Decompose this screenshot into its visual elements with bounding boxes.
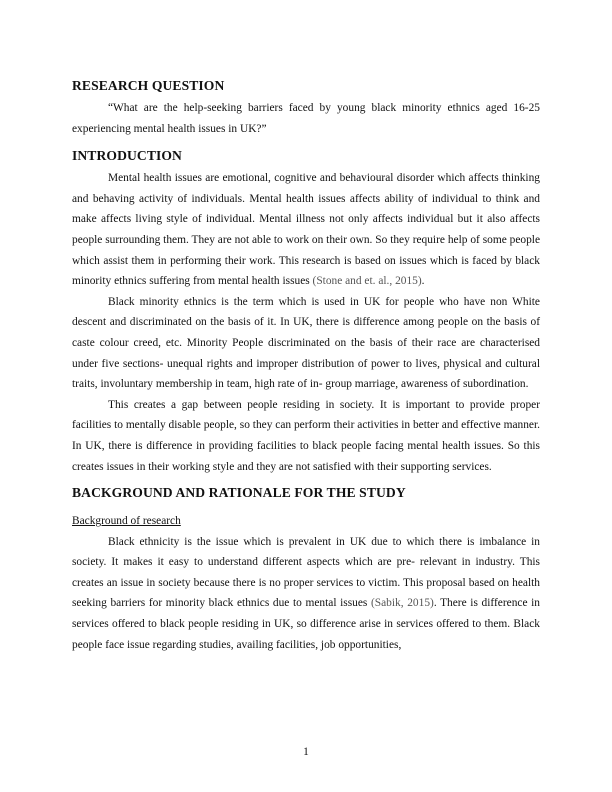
research-question-heading: RESEARCH QUESTION (72, 78, 225, 93)
introduction-paragraph-2: Black minority ethnics is the term which is used in UK for people who have non White descent and discriminated on the basis of it. In UK, there is difference among people on the basis of caste colour creed, etc. Minority People discriminated on the basis of their race are characterised under five sections- unequal rights and improper distribution of power to lives, physical and cultural traits, involuntary membership in team, high rate of in- group marriage, awareness of subordination. (72, 295, 540, 391)
introduction-heading: INTRODUCTION (72, 148, 182, 164)
citation: (Stone and et. al., 2015) (312, 275, 422, 288)
introduction-paragraph-3: This creates a gap between people residing in society. It is important to provide proper facilities to mentally disable people, so they can perform their activities in better and effective manner. In UK, there is difference in providing facilities to black people facing mental health issues. So this creates issues in their working style and they are not satisfied with their supporting services. (72, 398, 540, 473)
citation: (Sabik, 2015) (371, 597, 434, 610)
research-question-text: “What are the help-seeking barriers faced by young black minority ethnics aged 16-25 experiencing mental health issues in UK?” (72, 102, 540, 135)
introduction-paragraph-1 (72, 168, 540, 292)
page-number: 1 (303, 746, 309, 758)
document-page (72, 76, 540, 655)
paragraph-text: . (421, 275, 425, 288)
paragraph-text: . There is difference in services offered to black people residing in UK, so difference arise in services offered to them. Black people face issue regarding studies, availing facilities, job opportunities, (72, 597, 540, 651)
background-heading: BACKGROUND AND RATIONALE FOR THE STUDY (72, 485, 406, 501)
paragraph-text: Black ethnicity is the issue which is prevalent in UK due to which there is imbalance in society. It makes it easy to understand different aspects which are pre- relevant in industry. This creates an issue in society because there is no proper services to victim. This proposal based on health seeking barriers for minority black ethnics due to mental issues (72, 535, 540, 610)
background-paragraph-1 (72, 532, 540, 656)
background-subheading: Background of research (72, 515, 181, 528)
paragraph-text: Mental health issues are emotional, cognitive and behavioural disorder which affects thinking and behaving activity of individuals. Mental health issues affects ability of individual to think and make affects living style of individual. Mental illness not only affects individual but it also affects people surrounding them. They are not able to work on their own. So they require help of some people which assist them in performing their work. This research is based on issues which is faced by black minority ethnics suffering from mental health issues (72, 172, 540, 288)
